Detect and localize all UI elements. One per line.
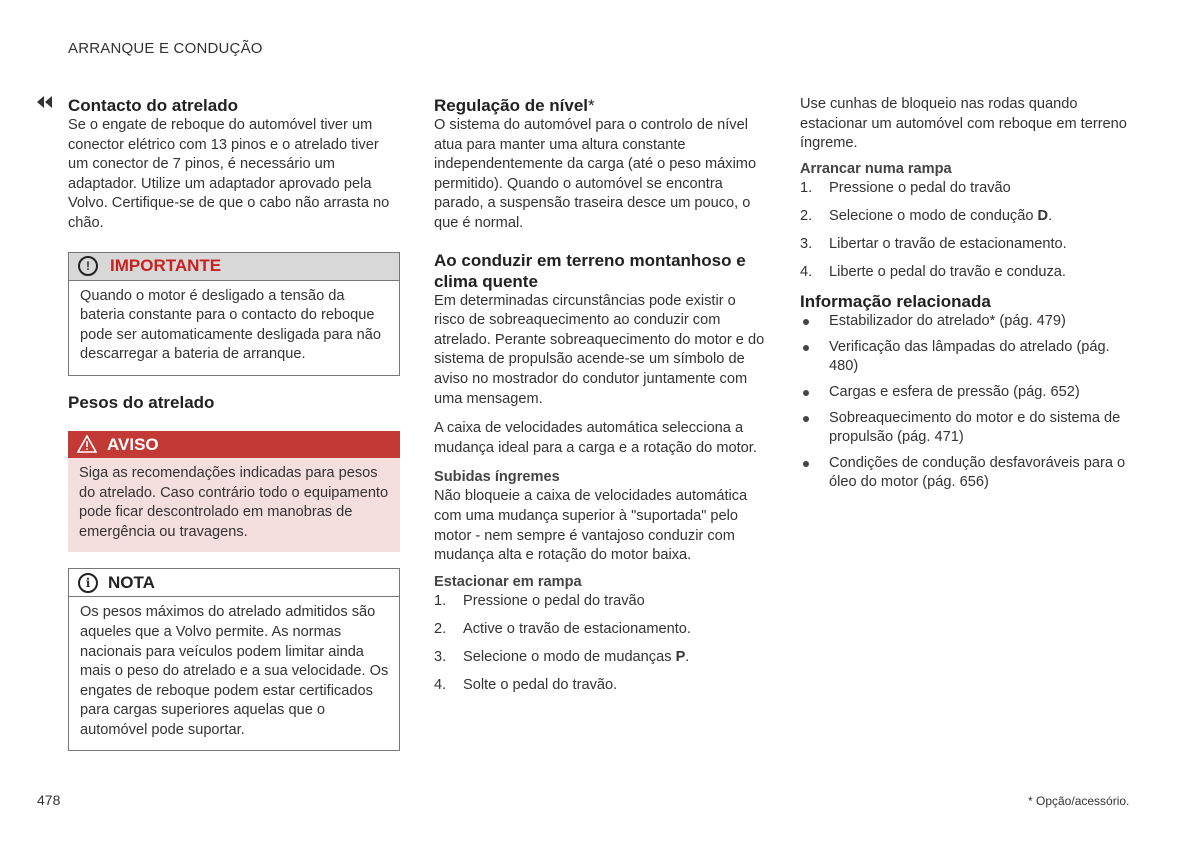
important-title: IMPORTANTE bbox=[110, 256, 222, 276]
list-item: 1. Pressione o pedal do travão bbox=[800, 179, 1011, 196]
note-text: Os pesos máximos do atrelado admitidos são aqueles que a Volvo permite. As normas nacionais para veículos podem limitar ainda mais o peso do atrelado e a sua velocidade. Os engates de reboque podem estar certificados para cargas superiores aquelas que o automóvel pode suportar. bbox=[80, 604, 389, 738]
list-item: 3. Selecione o modo de mudanças P. bbox=[434, 648, 690, 665]
parking-title: Estacionar em rampa bbox=[434, 573, 582, 590]
double-chevron-left-icon[interactable] bbox=[36, 96, 54, 108]
important-text: Quando o motor é desligado a tensão da bateria constante para o contacto do reboque pode ser automaticamente desligada para não descarregar a bateria de arranque. bbox=[80, 287, 381, 363]
exclamation-circle-icon: ! bbox=[78, 256, 98, 276]
list-item: 1. Pressione o pedal do travão bbox=[434, 592, 645, 609]
climbs-text: Não bloqueie a caixa de velocidades automática com uma mudança superior à "suportada" pelo motor - nem sempre é vantajoso conduzir com mudança alta e rotação do motor baixa. bbox=[434, 488, 748, 564]
related-link[interactable]: Estabilizador do atrelado* (pág. 479) bbox=[800, 312, 1135, 332]
related-link[interactable]: Condições de condução desfavoráveis para o óleo do motor (pág. 656) bbox=[800, 454, 1135, 493]
mountain-text-2: A caixa de velocidades automática selecciona a mudança ideal para a carga e a rotação do motor. bbox=[434, 420, 757, 456]
list-item: 2. Selecione o modo de condução D. bbox=[800, 207, 1053, 224]
info-circle-icon: i bbox=[78, 573, 98, 593]
weights-title: Pesos do atrelado bbox=[68, 392, 215, 412]
column-right bbox=[800, 95, 1135, 499]
important-header bbox=[69, 253, 399, 281]
warning-header bbox=[68, 431, 400, 458]
related-title: Informação relacionada bbox=[800, 292, 991, 312]
climbs-title: Subidas íngremes bbox=[434, 469, 560, 486]
start-steps bbox=[800, 179, 1135, 283]
related-links bbox=[800, 312, 1135, 493]
list-item: 4. Solte o pedal do travão. bbox=[434, 676, 618, 693]
level-text: O sistema do automóvel para o controlo de nível atua para manter uma altura constante independentemente da carga (até o peso máximo permitido). Quando o automóvel se encontra parado, a suspensão traseira desce um pouco, o que é normal. bbox=[434, 117, 757, 231]
contact-title: Contacto do atrelado bbox=[68, 96, 239, 115]
footnote: * Opção/acessório. bbox=[1028, 794, 1130, 808]
column-middle bbox=[434, 95, 768, 704]
warning-box bbox=[68, 431, 400, 552]
important-box bbox=[68, 252, 400, 376]
start-title: Arrancar numa rampa bbox=[800, 160, 952, 177]
warning-text: Siga as recomendações indicadas para pesos do atrelado. Caso contrário todo o equipamento pode ficar descontrolado em manobras de emergência ou travagens. bbox=[68, 458, 400, 552]
section-header: ARRANQUE E CONDUÇÃO bbox=[68, 40, 263, 57]
warning-title: AVISO bbox=[107, 434, 159, 454]
contact-text: Se o engate de reboque do automóvel tiver um conector elétrico com 13 pinos e o atrelado tiver um conector de 7 pinos, é necessário um adaptador. Utilize um adaptador aprovado pela Volvo. Certifique-se de que o cabo não arrasta no chão. bbox=[68, 117, 390, 231]
mountain-title: Ao conduzir em terreno montanhoso e clima quente bbox=[434, 250, 746, 291]
list-item: 4. Liberte o pedal do travão e conduza. bbox=[800, 264, 1066, 281]
list-item: 2. Active o travão de estacionamento. bbox=[434, 620, 691, 637]
related-link[interactable]: Cargas e esfera de pressão (pág. 652) bbox=[800, 383, 1135, 403]
note-header bbox=[69, 569, 399, 597]
note-box bbox=[68, 568, 400, 751]
wheel-chocks-text: Use cunhas de bloqueio nas rodas quando estacionar um automóvel com reboque em terreno íngreme. bbox=[800, 96, 1127, 152]
list-item: 3. Libertar o travão de estacionamento. bbox=[800, 235, 1067, 252]
parking-steps bbox=[434, 592, 768, 696]
warning-triangle-icon bbox=[77, 435, 97, 453]
related-link[interactable]: Sobreaquecimento do motor e do sistema de propulsão (pág. 471) bbox=[800, 409, 1135, 448]
page-number: 478 bbox=[37, 792, 61, 808]
related-link[interactable]: Verificação das lâmpadas do atrelado (pág. 480) bbox=[800, 338, 1135, 377]
level-title: Regulação de nível* bbox=[434, 96, 595, 115]
mountain-text: Em determinadas circunstâncias pode existir o risco de sobreaquecimento ao conduzir com atrelado. Perante sobreaquecimento do motor e do sistema de propulsão acende-se um símbolo de aviso no mostrador do condutor juntamente com uma mensagem. bbox=[434, 292, 765, 407]
column-left bbox=[68, 95, 400, 751]
note-title: NOTA bbox=[108, 573, 155, 593]
